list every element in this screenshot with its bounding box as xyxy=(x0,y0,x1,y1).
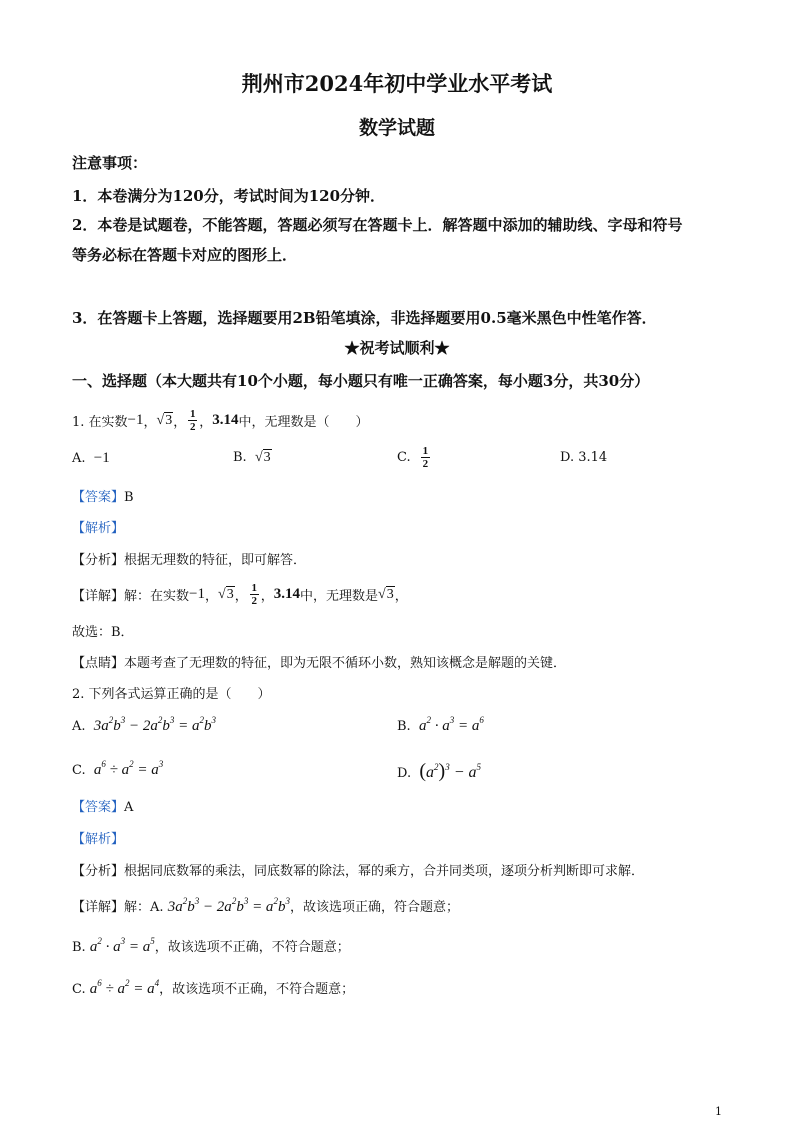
q2-fenxi: 【分析】根据同底数幂的乘法，同底数幂的除法，幂的乘方，合并同类项，逐项分析判断即可求解． xyxy=(72,864,645,879)
q2-analysis-tag: 【解析】 xyxy=(72,832,125,847)
page-number: 1 xyxy=(715,1105,722,1118)
section-1-title: 一、选择题（本大题共有10个小题，每小题只有唯一正确答案，每小题3分，共30分） xyxy=(72,372,650,390)
q1-prefix: 1. 在实数 xyxy=(72,415,128,430)
q2-detail-c: C. $a^6 \div a^2 = a^4$，故该选项不正确，不符合题意； xyxy=(72,978,355,997)
q1-analysis-tag: 【解析】 xyxy=(72,521,125,536)
page-title: 荆州市2024年初中学业水平考试 xyxy=(241,71,553,96)
q1-detail: 【详解】 解：在实数 −1 ， √3 ， $\frac{1}{2}$ ， 3.14 中，无理数是 √3 ， xyxy=(72,582,408,607)
q1-num-neg1: −1 xyxy=(127,412,144,428)
q2-option-a: A. $3a^2b^3 - 2a^2b^3 = a^2b^3$ xyxy=(72,715,217,734)
q1-answer: 【答案】B xyxy=(72,490,134,505)
q1-option-b: B. √3 xyxy=(233,450,271,465)
q1-num-314: 3.14 xyxy=(212,412,239,428)
q1-option-a: A. −1 xyxy=(72,450,110,466)
q1-sqrt3: √3 xyxy=(156,412,173,428)
q2-answer: 【答案】A xyxy=(72,800,134,815)
q1-suffix: 中，无理数是（ ） xyxy=(238,415,369,430)
q1-fraction: $\frac{1}{2}$ xyxy=(189,408,196,433)
q1-comment: 【点睛】本题考查了无理数的特征，即为无限不循环小数，熟知该概念是解题的关键． xyxy=(72,656,567,671)
q2-detail-b: B. $a^2 \cdot a^3 = a^5$，故该选项不正确，不符合题意； xyxy=(72,936,350,955)
question-1-stem: 1. 在实数 −1 ， √3 ， $\frac{1}{2}$ ， 3.14 中，无理数是（ ） xyxy=(72,408,369,433)
page-subtitle: 数学试题 xyxy=(358,117,435,139)
notice-heading: 注意事项： xyxy=(72,154,148,172)
q2-option-c: C. $a^6 \div a^2 = a^3$ xyxy=(72,759,164,778)
q2-option-b: B. $a^2 \cdot a^3 = a^6$ xyxy=(397,715,484,734)
q2-detail-a: 【详解】解：A. $3a^2b^3 - 2a^2b^3 = a^2b^3$，故该选项正确，符合题意； xyxy=(72,896,459,915)
notice-item-2: 2．本卷是试题卷，不能答题，答题必须写在答题卡上．解答题中添加的辅助线、字母和符号 xyxy=(72,216,683,234)
good-luck-line: ★祝考试顺利★ xyxy=(344,339,450,357)
q1-fenxi: 【分析】根据无理数的特征，即可解答． xyxy=(72,553,307,568)
notice-item-3: 3．在答题卡上答题，选择题要用2B铅笔填涂，非选择题要用0.5毫米黑色中性笔作答． xyxy=(72,309,657,327)
q1-conclusion: 故选：B． xyxy=(72,625,134,640)
notice-item-1: 1．本卷满分为120分，考试时间为120分钟． xyxy=(72,187,386,205)
notice-item-2-cont: 等务必标在答题卡对应的图形上． xyxy=(72,246,298,264)
q1-option-c: C. $\frac{1}{2}$ xyxy=(397,445,429,470)
question-2-stem: 2. 下列各式运算正确的是（ ） xyxy=(72,687,271,702)
q1-option-d: D. 3.14 xyxy=(560,450,608,465)
q2-option-d: D. $(a^2)^3 - a^5$ xyxy=(397,760,481,782)
